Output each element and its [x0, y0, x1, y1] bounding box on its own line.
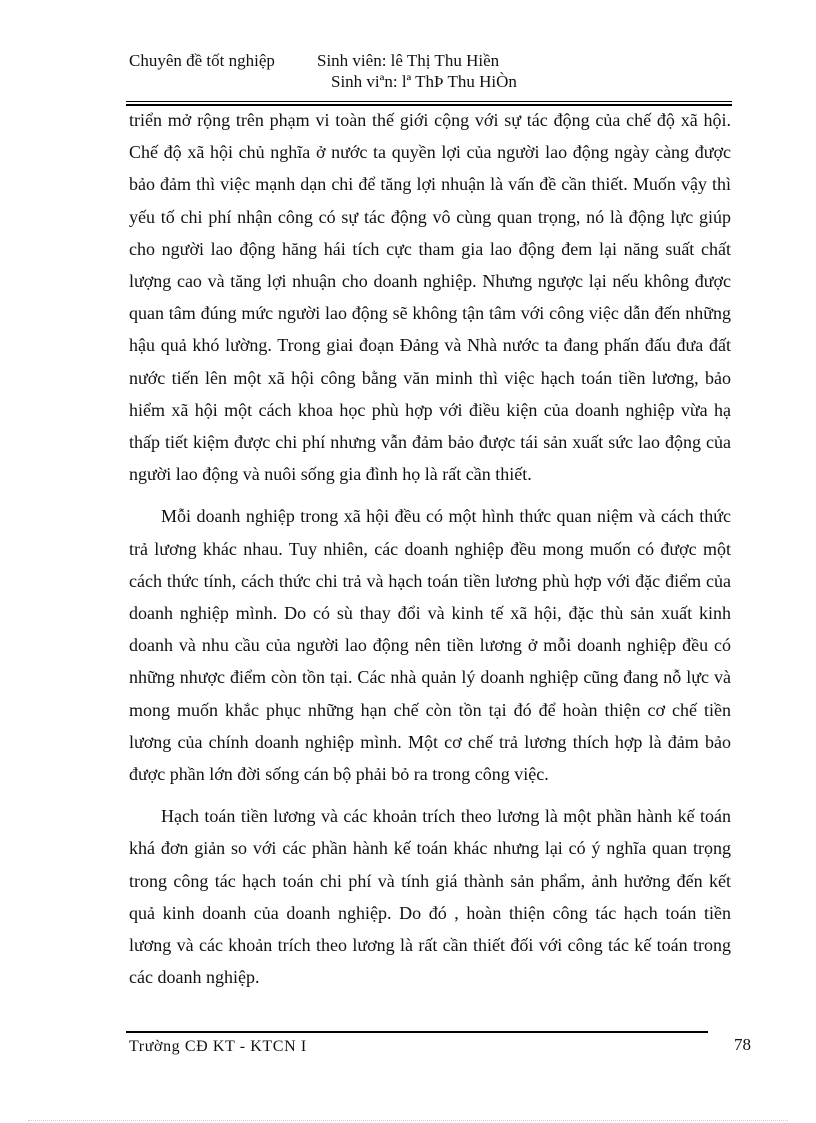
body-text [129, 104, 731, 1003]
student-name: Sinh viên: lê Thị Thu Hiền [317, 51, 500, 70]
footer-rule [126, 1031, 708, 1033]
paragraph-continued: triển mở rộng trên phạm vi toàn thế giới cộng với sự tác động của chế độ xã hội. Chế độ xã hội chủ nghĩa ở nước ta quyền lợi của người lao động ngày càng được bảo đảm thì việc mạnh dạn chi để tăng lợi nhuận là vấn đề cần thiết. Muốn vậy thì yếu tố chi phí nhận công có sự tác động vô cùng quan trọng, nó là động lực giúp cho người lao động hăng hái tích cực tham gia lao động đem lại năng suất chất lượng cao và tăng lợi nhuận cho doanh nghiệp. Nhưng ngược lại nếu không được quan tâm đúng mức người lao động sẽ không tận tâm với công việc dẫn đến những hậu quả khó lường. Trong giai đoạn Đảng và Nhà nước ta đang phấn đấu đưa đất nước tiến lên một xã hội công bằng văn minh thì việc hạch toán tiền lương, bảo hiểm xã hội một cách khoa học phù hợp với điều kiện của doanh nghiệp vừa hạ thấp tiết kiệm được chi phí nhưng vẫn đảm bảo được tái sản xuất sức lao động của người lao động và nuôi sống gia đình họ là rất cần thiết. [129, 110, 731, 485]
page-number: 78 [734, 1035, 751, 1054]
page-edge-divider [28, 1120, 788, 1121]
document-type-title: Chuyên đề tốt nghiệp [129, 51, 275, 70]
paragraph: Hạch toán tiền lương và các khoản trích theo lương là một phần hành kế toán khá đơn giản so với các phần hành kế toán khác nhưng lại có ý nghĩa quan trọng trong công tác hạch toán chi phí và tính giá thành sản phẩm, ảnh hưởng đến kết quả kinh doanh của doanh nghiệp. Do đó , hoàn thiện công tác hạch toán tiền lương và các khoản trích theo lương là rất cần thiết đối với công tác kế toán trong các doanh nghiệp. [129, 806, 731, 988]
school-name: Trường CĐ KT - KTCN I [129, 1038, 307, 1055]
header-row-1 [129, 50, 739, 71]
header-rule-thin [126, 101, 732, 102]
page-header [129, 50, 739, 92]
header-row-2 [129, 71, 739, 92]
student-name-garbled: Sinh viªn: lª ThÞ Thu HiÒn [331, 72, 517, 91]
paragraph: Mỗi doanh nghiệp trong xã hội đều có một hình thức quan niệm và cách thức trả lương khác nhau. Tuy nhiên, các doanh nghiệp đều mong muốn có được một cách thức tính, cách thức chi trả và hạch toán tiền lương phù hợp với đặc điểm của doanh nghiệp mình. Do có sù thay đổi và kinh tế xã hội, đặc thù sản xuất kinh doanh và nhu cầu của người lao động nên tiền lương ở mỗi doanh nghiệp đều có những nhược điểm còn tồn tại. Các nhà quản lý doanh nghiệp cũng đang nỗ lực và mong muốn khắc phục những hạn chế còn tồn tại đó để hoàn thiện cơ chế tiền lương của chính doanh nghiệp mình. Một cơ chế trả lương thích hợp là đảm bảo được phần lớn đời sống cán bộ phải bỏ ra trong công việc. [129, 506, 731, 785]
